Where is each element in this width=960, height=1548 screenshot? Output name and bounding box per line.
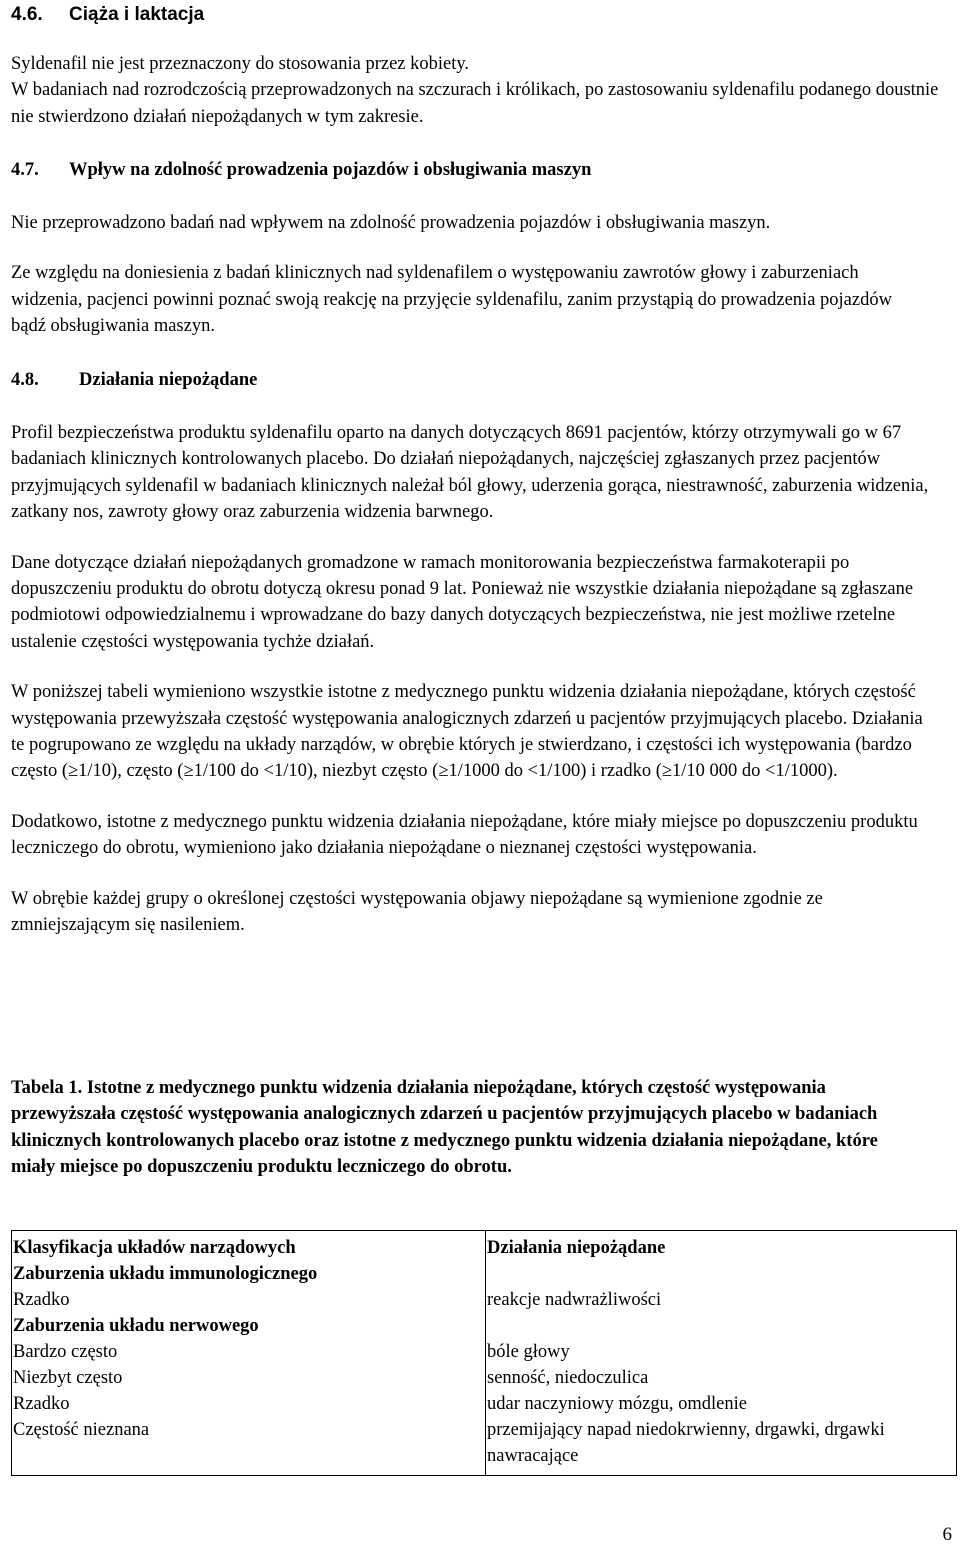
column-header-effects: Działania niepożądane <box>487 1238 666 1258</box>
effect-label: przemijający napad niedokrwienny, drgawki, drgawki nawracające <box>487 1420 885 1466</box>
paragraph: Nie przeprowadzono badań nad wpływem na zdolność prowadzenia pojazdów i obsługiwania maszyn. <box>11 213 771 233</box>
section-4-6-heading <box>11 2 204 28</box>
system-group-immune: Zaburzenia układu immunologicznego <box>13 1264 318 1284</box>
section-4-8-body <box>11 420 931 939</box>
paragraph: Syldenafil nie jest przeznaczony do stosowania przez kobiety. <box>11 54 470 74</box>
system-group-nervous: Zaburzenia układu nerwowego <box>13 1316 259 1336</box>
table-caption <box>11 1075 891 1181</box>
table-cell-right <box>486 1231 957 1476</box>
frequency-label: Bardzo często <box>13 1342 118 1362</box>
effect-label: bóle głowy <box>487 1342 570 1362</box>
section-title: Ciąża i laktacja <box>69 4 205 25</box>
section-number: 4.8. <box>11 370 39 390</box>
adverse-reactions-table <box>11 1230 957 1476</box>
section-4-8-heading <box>11 367 257 393</box>
frequency-label: Częstość nieznana <box>13 1420 150 1440</box>
section-title: Wpływ na zdolność prowadzenia pojazdów i obsługiwania maszyn <box>69 160 592 180</box>
frequency-label: Rzadko <box>13 1290 70 1310</box>
table-row <box>12 1231 957 1476</box>
section-4-6-body <box>11 51 951 130</box>
paragraph: Profil bezpieczeństwa produktu syldenafilu oparto na danych dotyczących 8691 pacjentów, którzy otrzymywali go w 67 badaniach klinicznych kontrolowanych placebo. Do działań niepożądanych, najczęściej zgłaszanych przez pacjentów przyjmujących syldenafil w badaniach klinicznych należał ból głowy, uderzenia gorąca, niestrawność, zaburzenia widzenia, zatkany nos, zawroty głowy oraz zaburzenia widzenia barwnego. <box>11 423 929 523</box>
column-header-system: Klasyfikacja układów narządowych <box>13 1238 296 1258</box>
effect-label: udar naczyniowy mózgu, omdlenie <box>487 1394 747 1414</box>
table-cell-left <box>12 1231 486 1476</box>
paragraph: Ze względu na doniesienia z badań klinicznych nad syldenafilem o występowaniu zawrotów głowy i zaburzeniach widzenia, pacjenci powinni poznać swoją reakcję na przyjęcie syldenafilu, zanim przystąpią do prowadzenia pojazdów bądź obsługiwania maszyn. <box>11 263 892 337</box>
frequency-label: Niezbyt często <box>13 1368 123 1388</box>
section-number: 4.7. <box>11 160 39 180</box>
paragraph: W obrębie każdej grupy o określonej częstości występowania objawy niepożądane są wymienione zgodnie ze zmniejszającym się nasileniem. <box>11 888 823 936</box>
table-caption-text: Tabela 1. Istotne z medycznego punktu widzenia działania niepożądane, których częstość występowania przewyższała częstość występowania analogicznych zdarzeń u pacjentów przyjmujących placebo w badaniach klinicznych kontrolowanych placebo oraz istotne z medycznego punktu widzenia działania niepożądane, które miały miejsce po dopuszczeniu produktu leczniczego do obrotu. <box>11 1078 878 1178</box>
paragraph: W poniższej tabeli wymieniono wszystkie istotne z medycznego punktu widzenia działania niepożądane, których częstość występowania przewyższała częstość występowania analogicznych zdarzeń u pacjentów przyjmujących placebo. Działania te pogrupowano ze względu na układy narządów, w obrębie których je stwierdzano, i częstości ich występowania (bardzo często (≥1/10), często (≥1/100 do <1/10), niezbyt często (≥1/1000 do <1/100) i rzadko (≥1/10 000 do <1/1000). <box>11 682 923 782</box>
page-number: 6 <box>942 1524 952 1545</box>
paragraph: Dodatkowo, istotne z medycznego punktu widzenia działania niepożądane, które miały miejsce po dopuszczeniu produktu leczniczego do obrotu, wymieniono jako działania niepożądane o nieznanej częstości występowania. <box>11 811 918 859</box>
effect-label: senność, niedoczulica <box>487 1368 649 1388</box>
section-4-7-heading <box>11 157 591 183</box>
frequency-label: Rzadko <box>13 1394 70 1414</box>
paragraph: W badaniach nad rozrodczością przeprowadzonych na szczurach i królikach, po zastosowaniu syldenafilu podanego doustnie nie stwierdzono działań niepożądanych w tym zakresie. <box>11 80 939 127</box>
effect-label: reakcje nadwrażliwości <box>487 1290 662 1310</box>
paragraph: Dane dotyczące działań niepożądanych gromadzone w ramach monitorowania bezpieczeństwa farmakoterapii po dopuszczeniu produktu do obrotu dotyczą okresu ponad 9 lat. Ponieważ nie wszystkie działania niepożądane są zgłaszane podmiotowi odpowiedzialnemu i wprowadzane do bazy danych dotyczących bezpieczeństwa, nie jest możliwe rzetelne ustalenie częstości występowania tychże działań. <box>11 552 914 652</box>
section-4-7-body <box>11 210 956 340</box>
section-title: Działania niepożądane <box>79 370 258 390</box>
section-number: 4.6. <box>11 4 43 25</box>
